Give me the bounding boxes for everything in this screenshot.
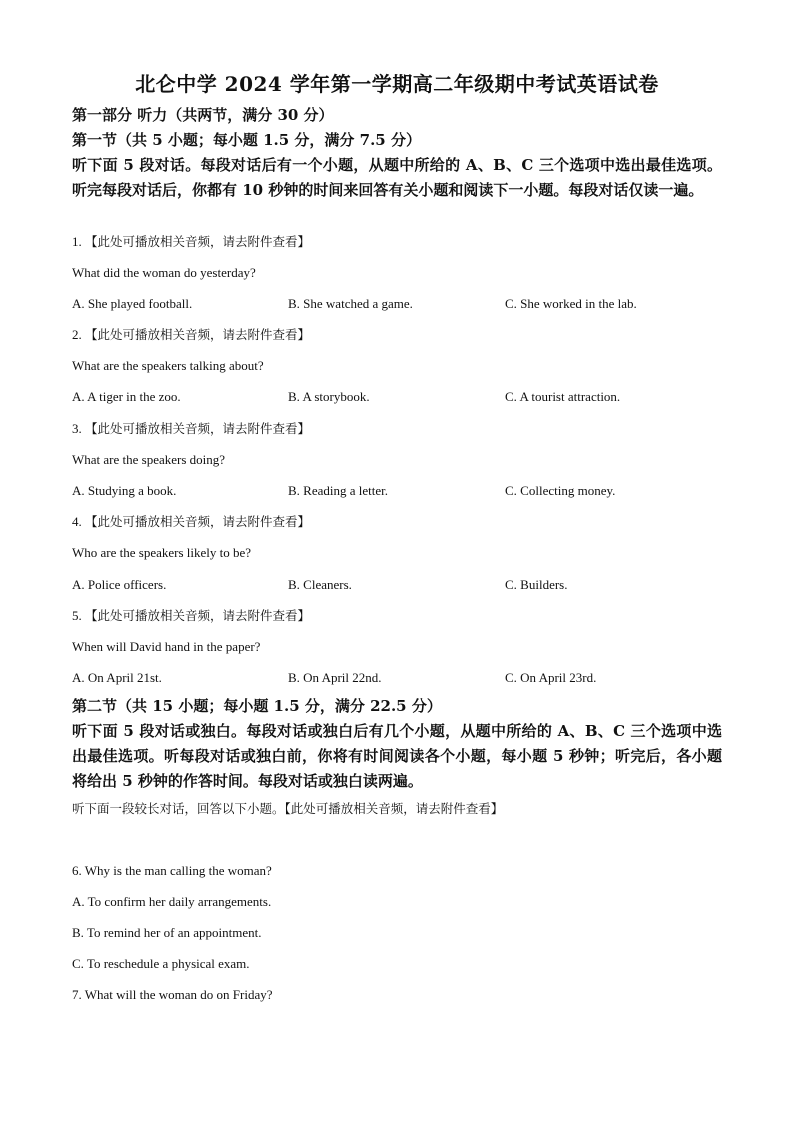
section1-heading: 第一节（共 5 小题；每小题 1.5 分，满分 7.5 分） [72, 131, 421, 149]
q5-option-a[interactable]: A. On April 21st. [72, 670, 162, 685]
section2-instructions: 听下面 5 段对话或独白。每段对话或独白后有几个小题，从题中所给的 A、B、C 三个选项中选出最佳选项。听每段对话或独白前，你将有时间阅读各个小题，每小题 5 秒钟；听完后，各小题将给出 5 秒钟的作答时间。每段对话或独白读两遍。 [72, 722, 722, 790]
q2-number: 2. [72, 327, 82, 342]
q1-option-b[interactable]: B. She watched a game. [288, 296, 413, 311]
section2-heading: 第二节（共 15 小题；每小题 1.5 分，满分 22.5 分） [72, 697, 442, 715]
q1-option-c[interactable]: C. She worked in the lab. [505, 296, 637, 311]
q3-stem: What are the speakers doing? [72, 452, 226, 467]
q1-number: 1. [72, 234, 82, 249]
q5-stem: When will David hand in the paper? [72, 639, 261, 654]
q2-option-a[interactable]: A. A tiger in the zoo. [72, 389, 181, 404]
q2-option-c[interactable]: C. A tourist attraction. [505, 389, 621, 404]
part1-heading: 第一部分 听力（共两节，满分 30 分） [72, 106, 334, 124]
q5-audio-note[interactable]: 【此处可播放相关音频，请去附件查看】 [85, 608, 311, 623]
q4-audio-note[interactable]: 【此处可播放相关音频，请去附件查看】 [85, 514, 311, 529]
q4-audio-line [72, 513, 722, 531]
exam-title: 北仑中学 2024 学年第一学期高二年级期中考试英语试卷 [135, 72, 659, 96]
q3-audio-line [72, 420, 722, 438]
q3-option-c[interactable]: C. Collecting money. [505, 483, 616, 498]
q5-audio-line [72, 607, 722, 625]
q2-stem: What are the speakers talking about? [72, 358, 264, 373]
q3-audio-note[interactable]: 【此处可播放相关音频，请去附件查看】 [85, 421, 311, 436]
q5-option-c[interactable]: C. On April 23rd. [505, 670, 597, 685]
q1-audio-line [72, 233, 722, 251]
q6-option-b[interactable]: B. To remind her of an appointment. [72, 925, 262, 940]
q3-number: 3. [72, 421, 82, 436]
q7-stem: 7. What will the woman do on Friday? [72, 987, 273, 1002]
q5-number: 5. [72, 608, 82, 623]
q1-audio-note[interactable]: 【此处可播放相关音频，请去附件查看】 [85, 234, 311, 249]
q6-option-a[interactable]: A. To confirm her daily arrangements. [72, 894, 272, 909]
q2-audio-note[interactable]: 【此处可播放相关音频，请去附件查看】 [85, 327, 311, 342]
long-dialogue-note[interactable]: 听下面一段较长对话，回答以下小题。【此处可播放相关音频，请去附件查看】 [72, 801, 504, 816]
q1-stem: What did the woman do yesterday? [72, 265, 256, 280]
q4-stem: Who are the speakers likely to be? [72, 545, 252, 560]
q4-option-a[interactable]: A. Police officers. [72, 577, 167, 592]
q6-stem: 6. Why is the man calling the woman? [72, 863, 272, 878]
q3-option-b[interactable]: B. Reading a letter. [288, 483, 389, 498]
q2-audio-line [72, 326, 722, 344]
section1-instructions: 听下面 5 段对话。每段对话后有一个小题，从题中所给的 A、B、C 三个选项中选出最佳选项。听完每段对话后，你都有 10 秒钟的时间来回答有关小题和阅读下一小题。每段对话仅读一遍。 [72, 156, 722, 199]
q3-option-a[interactable]: A. Studying a book. [72, 483, 177, 498]
q1-option-a[interactable]: A. She played football. [72, 296, 193, 311]
q2-option-b[interactable]: B. A storybook. [288, 389, 370, 404]
q4-option-b[interactable]: B. Cleaners. [288, 577, 352, 592]
q5-option-b[interactable]: B. On April 22nd. [288, 670, 382, 685]
q4-number: 4. [72, 514, 82, 529]
q6-option-c[interactable]: C. To reschedule a physical exam. [72, 956, 250, 971]
q4-option-c[interactable]: C. Builders. [505, 577, 568, 592]
